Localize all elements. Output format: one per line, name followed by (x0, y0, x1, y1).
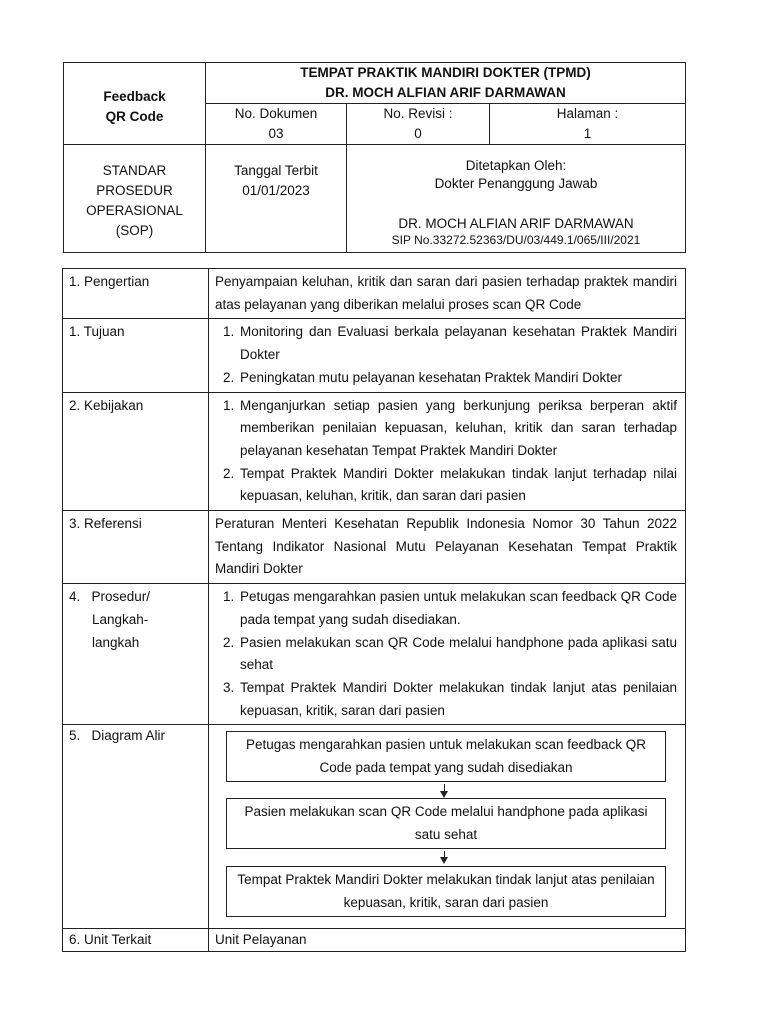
prosedur-label-line-2: Langkah- (92, 611, 149, 627)
no-dokumen-value: 03 (268, 126, 284, 141)
prosedur-item: 3. Tempat Praktek Mandiri Dokter melakukan tindak lanjut atas penilaian kepuasan, kritik, saran dari pasien (238, 677, 677, 722)
no-dokumen-label: No. Dokumen (234, 106, 318, 121)
no-dokumen-cell (206, 104, 347, 145)
diagram-cell (209, 725, 686, 929)
tanggal-terbit-cell (206, 145, 347, 253)
tujuan-label: 1. Tujuan (63, 319, 209, 392)
sop-content-table (62, 268, 686, 952)
feedback-title-line-2: QR Code (105, 108, 164, 124)
diagram-label: 5. Diagram Alir (63, 725, 209, 929)
flow-arrow-2-head (440, 857, 448, 864)
unit-label: 6. Unit Terkait (63, 929, 209, 952)
tujuan-item: 2. Peningkatan mutu pelayanan kesehatan Praktek Mandiri Dokter (238, 367, 677, 390)
no-revisi-label: No. Revisi : (383, 106, 453, 121)
sop-line-4: (SOP) (115, 223, 154, 238)
sip-number: SIP No.33272.52363/DU/03/449.1/065/III/2021 (391, 233, 641, 247)
prosedur-item: 1. Petugas mengarahkan pasien untuk melakukan scan feedback QR Code pada tempat yang sudah disediakan. (238, 586, 677, 631)
halaman-value: 1 (583, 126, 592, 141)
row-unit (63, 929, 686, 952)
prosedur-list (215, 586, 677, 722)
flow-box-1: Petugas mengarahkan pasien untuk melakukan scan feedback QR Code pada tempat yang sudah disediakan (226, 731, 666, 782)
row-prosedur (63, 584, 686, 725)
sop-line-3: OPERASIONAL (86, 203, 183, 218)
main-title-cell (206, 63, 686, 104)
referensi-text: Peraturan Menteri Kesehatan Republik Indonesia Nomor 30 Tahun 2022 Tentang Indikator Nasional Mutu Pelayanan Kesehatan Tempat Praktik Mandiri Dokter (209, 511, 686, 584)
ditetapkan-label: Ditetapkan Oleh: (465, 158, 567, 173)
kebijakan-item: 2. Tempat Praktek Mandiri Dokter melakukan tindak lanjut terhadap nilai kepuasan, keluhan, kritik, dan saran dari pasien (238, 463, 677, 508)
tujuan-item: 1. Monitoring dan Evaluasi berkala pelayanan kesehatan Praktek Mandiri Dokter (238, 321, 677, 366)
row-pengertian (63, 269, 686, 319)
ditetapkan-cell (347, 145, 686, 253)
feedback-title-line-1: Feedback (103, 88, 166, 104)
no-revisi-value: 0 (414, 126, 422, 141)
prosedur-item: 2. Pasien melakukan scan QR Code melalui handphone pada aplikasi satu sehat (238, 632, 677, 677)
tujuan-list (215, 321, 677, 389)
sop-cell (64, 145, 206, 253)
tujuan-cell (209, 319, 686, 392)
unit-text: Unit Pelayanan (209, 929, 686, 952)
signer-name: DR. MOCH ALFIAN ARIF DARMAWAN (398, 216, 634, 231)
pengertian-label: 1. Pengertian (63, 269, 209, 319)
header-table (63, 62, 686, 253)
kebijakan-cell (209, 392, 686, 511)
pengertian-text: Penyampaian keluhan, kritik dan saran dari pasien terhadap praktek mandiri atas pelayanan yang diberikan melalui proses scan QR Code (209, 269, 686, 319)
kebijakan-item: 1. Menganjurkan setiap pasien yang berkunjung periksa berperan aktif memberikan penilaian kepuasan, keluhan, kritik dan saran terhadap pelayanan kesehatan Tempat Praktek Mandiri Dokter (238, 395, 677, 463)
no-revisi-cell (347, 104, 490, 145)
flow-arrow-1-head (440, 791, 448, 798)
kebijakan-label: 2. Kebijakan (63, 392, 209, 511)
prosedur-label-line-3: langkah (92, 634, 140, 650)
prosedur-label-line-1: 4. Prosedur/ (69, 589, 151, 605)
ditetapkan-value: Dokter Penanggung Jawab (434, 176, 598, 191)
halaman-cell (490, 104, 686, 145)
main-title-line-1: TEMPAT PRAKTIK MANDIRI DOKTER (TPMD) (300, 65, 591, 80)
kebijakan-list (215, 395, 677, 509)
sop-line-2: PROSEDUR (96, 183, 173, 198)
tanggal-terbit-value: 01/01/2023 (242, 183, 310, 198)
main-title-line-2: DR. MOCH ALFIAN ARIF DARMAWAN (325, 85, 566, 100)
sop-line-1: STANDAR (102, 163, 167, 178)
prosedur-label-cell (63, 584, 209, 725)
feedback-title-cell (64, 63, 206, 145)
tanggal-terbit-label: Tanggal Terbit (234, 163, 318, 178)
row-referensi (63, 511, 686, 584)
row-kebijakan (63, 392, 686, 511)
flow-box-3: Tempat Praktek Mandiri Dokter melakukan tindak lanjut atas penilaian kepuasan, kritik, saran dari pasien (226, 866, 666, 917)
row-diagram (63, 725, 686, 929)
row-tujuan (63, 319, 686, 392)
flow-box-2: Pasien melakukan scan QR Code melalui handphone pada aplikasi satu sehat (226, 798, 666, 849)
halaman-label: Halaman : (556, 106, 619, 121)
referensi-label: 3. Referensi (63, 511, 209, 584)
prosedur-cell (209, 584, 686, 725)
